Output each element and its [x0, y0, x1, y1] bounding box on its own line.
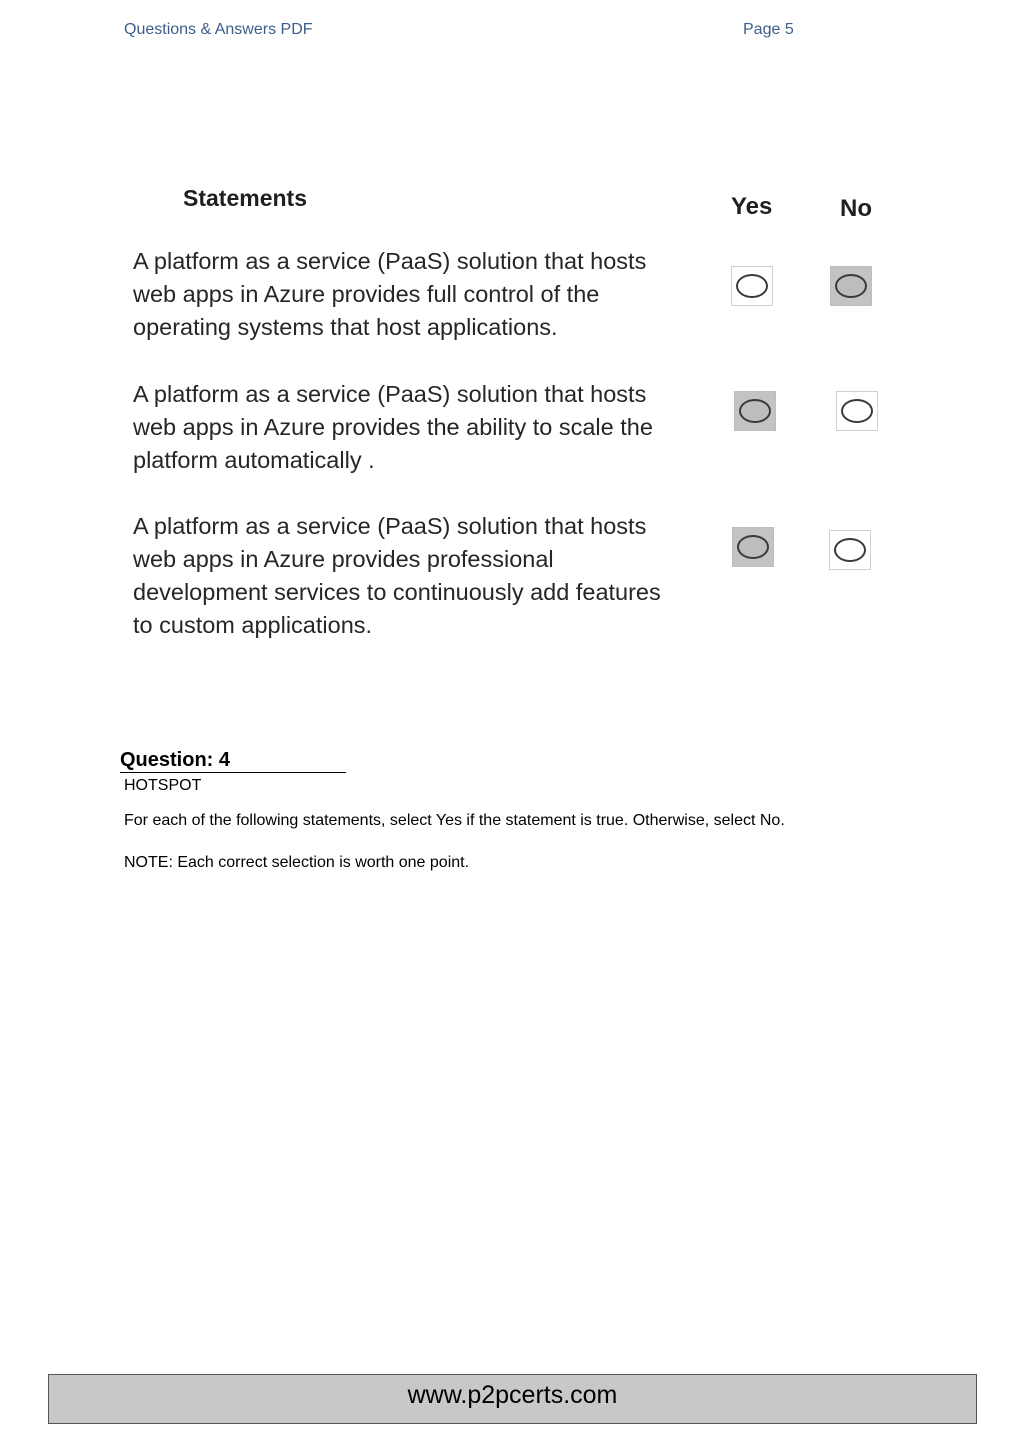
- radio-circle-icon: [835, 274, 867, 298]
- radio-circle-icon: [739, 399, 771, 423]
- statement-3-no-radio[interactable]: [829, 530, 871, 570]
- statement-line: to custom applications.: [133, 612, 373, 638]
- statement-line: web apps in Azure provides the ability to scale the: [133, 414, 653, 440]
- question-title: Question: 4: [120, 748, 346, 773]
- statement-3-yes-radio[interactable]: [732, 527, 774, 567]
- radio-circle-icon: [737, 535, 769, 559]
- statement-2: [133, 378, 723, 477]
- statement-line: web apps in Azure provides professional: [133, 546, 554, 572]
- statement-line: operating systems that host applications.: [133, 314, 558, 340]
- statements-heading: Statements: [183, 185, 307, 211]
- statement-line: platform automatically .: [133, 447, 375, 473]
- statement-line: web apps in Azure provides full control of the: [133, 281, 600, 307]
- statement-1-no-radio[interactable]: [830, 266, 872, 306]
- statement-line: A platform as a service (PaaS) solution that hosts: [133, 513, 647, 539]
- page-number: Page 5: [743, 21, 794, 38]
- footer-bar: [48, 1374, 977, 1424]
- radio-circle-icon: [834, 538, 866, 562]
- statement-1: [133, 245, 723, 344]
- question-type: HOTSPOT: [124, 777, 202, 794]
- radio-circle-icon: [736, 274, 768, 298]
- yes-column-heading: Yes: [731, 193, 773, 220]
- statement-line: A platform as a service (PaaS) solution that hosts: [133, 381, 647, 407]
- statement-2-no-radio[interactable]: [836, 391, 878, 431]
- statement-line: development services to continuously add features: [133, 579, 661, 605]
- radio-circle-icon: [841, 399, 873, 423]
- statement-3: [133, 510, 723, 642]
- statement-2-yes-radio[interactable]: [734, 391, 776, 431]
- no-column-heading: No: [840, 195, 872, 222]
- question-instruction: For each of the following statements, select Yes if the statement is true. Otherwise, select No.: [124, 812, 785, 829]
- footer-url[interactable]: www.p2pcerts.com: [407, 1381, 618, 1409]
- statement-1-yes-radio[interactable]: [731, 266, 773, 306]
- question-note: NOTE: Each correct selection is worth one point.: [124, 854, 470, 871]
- statement-line: A platform as a service (PaaS) solution that hosts: [133, 248, 647, 274]
- header-title: Questions & Answers PDF: [124, 21, 313, 38]
